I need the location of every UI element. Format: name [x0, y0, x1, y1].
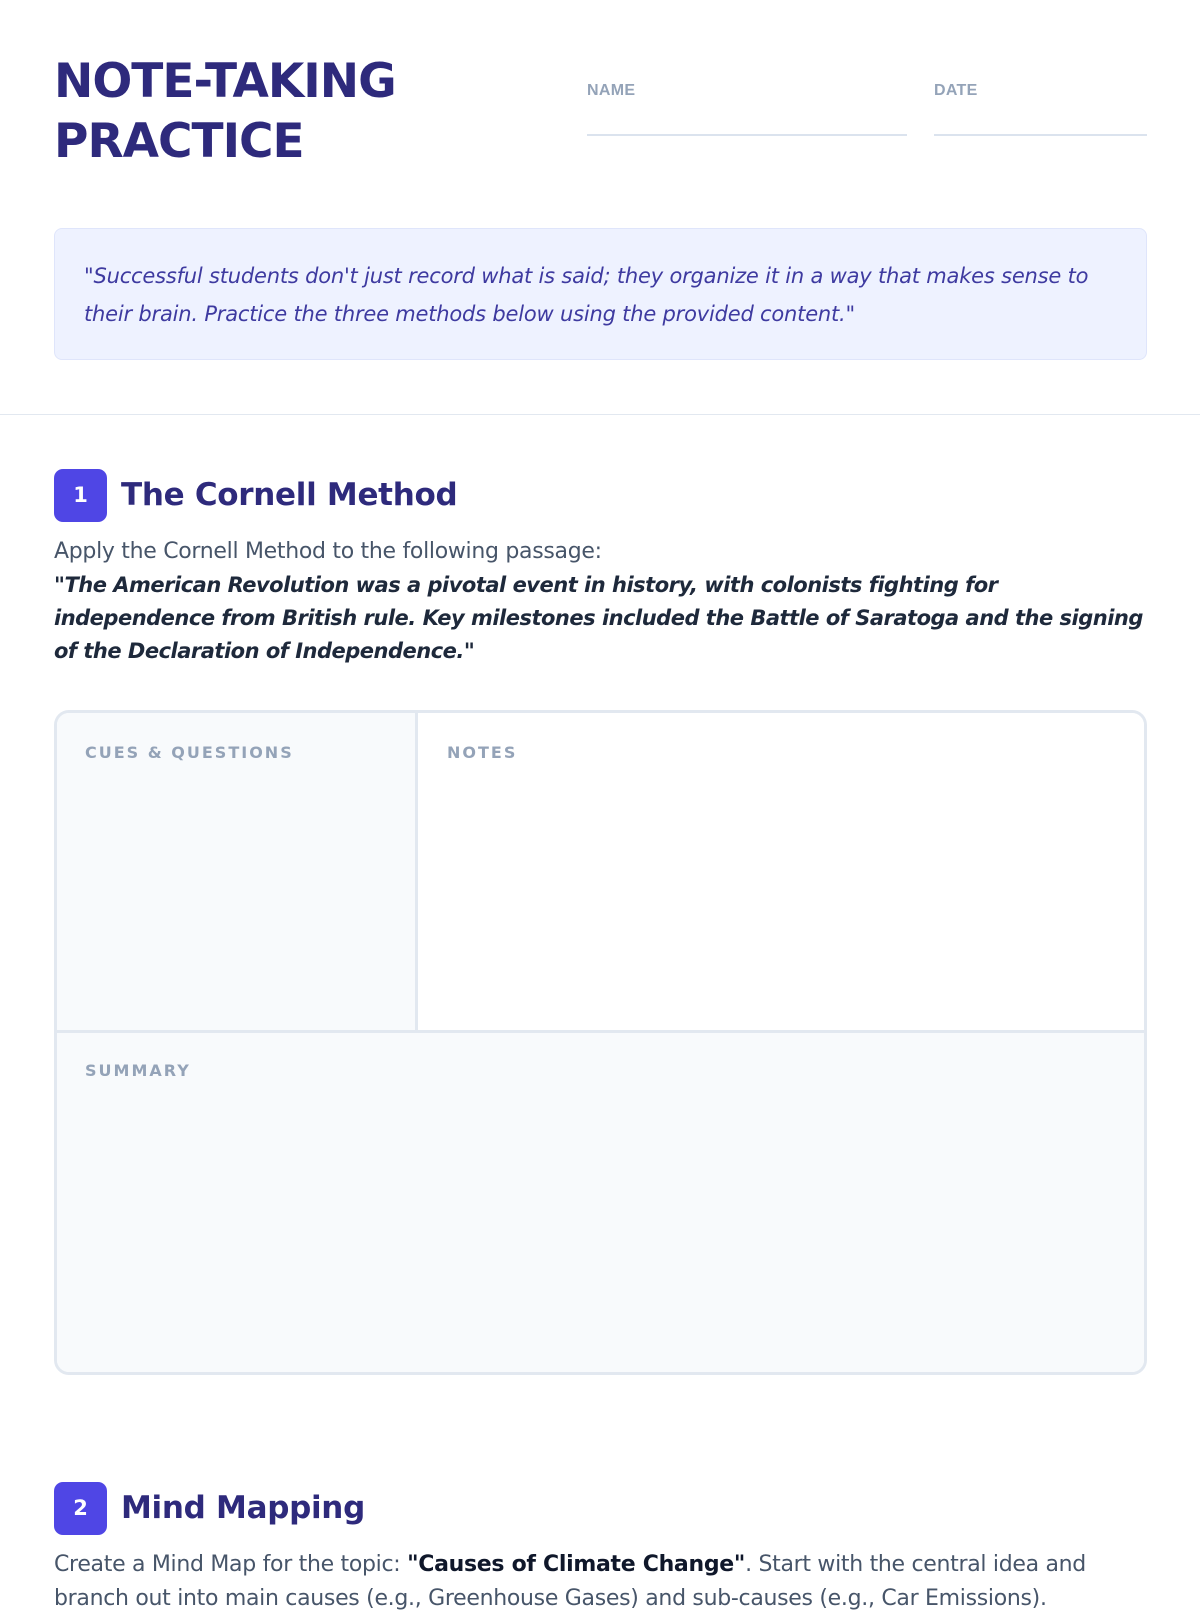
cues-label: CUES & QUESTIONS [85, 743, 294, 762]
instruction-text: . Start with the central idea and branch out into main causes (e.g., Greenhouse Gases) and sub-causes (e.g., Car Emissions). [54, 1552, 1086, 1611]
section-number-badge: 2 [54, 1482, 107, 1535]
date-field[interactable] [934, 82, 1147, 136]
summary-area[interactable] [57, 1030, 1144, 1372]
mind-map-instruction [54, 1548, 1154, 1616]
notes-label: NOTES [447, 743, 518, 762]
page-title: NOTE-TAKING PRACTICE [54, 54, 396, 169]
name-input-line[interactable] [587, 134, 907, 136]
name-field[interactable] [587, 82, 907, 136]
summary-label: SUMMARY [85, 1061, 191, 1080]
section-title: Mind Mapping [121, 1490, 365, 1526]
section-title: The Cornell Method [121, 477, 458, 513]
name-label: NAME [587, 82, 636, 99]
cornell-passage: "The American Revolution was a pivotal event in history, with colonists fighting for independence from British rule. Key milestones included the Battle of Saratoga and the signing of the Declaration of Independence." [54, 573, 1143, 663]
intro-quote-box [54, 228, 1147, 360]
cornell-instruction: Apply the Cornell Method to the following passage: [54, 539, 602, 564]
section-number-badge: 1 [54, 469, 107, 522]
mind-map-topic: "Causes of Climate Change" [407, 1552, 746, 1577]
cues-area[interactable] [57, 713, 418, 1030]
notes-area[interactable] [418, 713, 1144, 1030]
intro-quote: "Successful students don't just record what is said; they organize it in a way that makes sense to their brain. Practice the three methods below using the provided content." [84, 264, 1089, 326]
cornell-notes-grid [54, 710, 1147, 1375]
date-label: DATE [934, 82, 978, 99]
worksheet-header [54, 52, 1147, 172]
instruction-text: Create a Mind Map for the topic: [54, 1552, 408, 1577]
date-input-line[interactable] [934, 134, 1147, 136]
header-divider [0, 414, 1200, 415]
